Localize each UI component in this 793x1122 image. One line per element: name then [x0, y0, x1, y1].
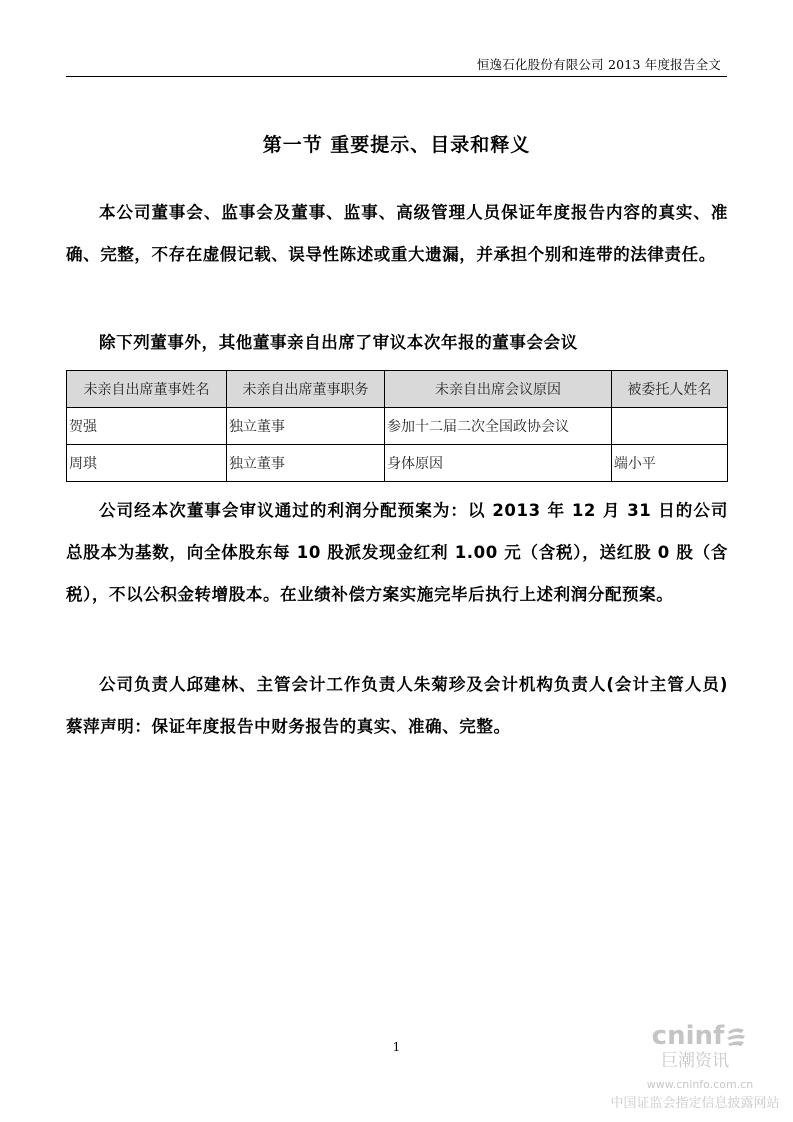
cell-proxy-name	[611, 408, 727, 445]
page-number: 1	[392, 1040, 401, 1054]
column-header-position: 未亲自出席董事职务	[226, 371, 384, 408]
cninfo-logo	[610, 1022, 790, 1050]
attendance-paragraph: 除下列董事外，其他董事亲自出席了审议本次年报的董事会会议	[99, 333, 578, 352]
table-row	[67, 408, 728, 445]
cell-director-name: 贺强	[67, 408, 227, 445]
cell-director-position: 独立董事	[226, 408, 384, 445]
watermark-tagline: 中国证监会指定信息披露网站	[610, 1096, 780, 1111]
table-row	[67, 445, 728, 482]
board-guarantee-paragraph: 本公司董事会、监事会及董事、监事、高级管理人员保证年度报告内容的真实、准确、完整，不存在虚假记载、误导性陈述或重大遗漏，并承担个别和连带的法律责任。	[66, 203, 728, 264]
section-title: 第一节 重要提示、目录和释义	[262, 134, 531, 156]
column-header-proxy: 被委托人姓名	[611, 371, 727, 408]
header-divider	[66, 76, 727, 77]
table-header-row	[67, 371, 728, 408]
column-header-name: 未亲自出席董事姓名	[67, 371, 227, 408]
cell-director-name: 周琪	[67, 445, 227, 482]
cell-proxy-name: 端小平	[611, 445, 727, 482]
profit-distribution-paragraph: 公司经本次董事会审议通过的利润分配预案为：以 2013 年 12 月 31 日的公司总股本为基数，向全体股东每 10 股派发现金红利 1.00 元（含税），送红股 0 股（含税），不以公积金转增股本。在业绩补偿方案实施完毕后执行上述利润分配预案。	[66, 501, 728, 604]
cell-absence-reason: 身体原因	[385, 445, 612, 482]
financial-statement-declaration-paragraph: 公司负责人邱建林、主管会计工作负责人朱菊珍及会计机构负责人(会计主管人员)蔡萍声明：保证年度报告中财务报告的真实、准确、完整。	[66, 675, 728, 736]
cninfo-watermark	[610, 1022, 790, 1114]
absent-directors-table	[66, 370, 728, 482]
watermark-url: www.cninfo.com.cn	[646, 1078, 754, 1091]
column-header-reason: 未亲自出席会议原因	[385, 371, 612, 408]
cell-director-position: 独立董事	[226, 445, 384, 482]
running-header: 恒逸石化股份有限公司 2013 年度报告全文	[476, 57, 721, 72]
logo-text: cninf	[651, 1021, 725, 1051]
cninfo-swirl-icon	[724, 1026, 748, 1048]
cell-absence-reason: 参加十二届二次全国政协会议	[385, 408, 612, 445]
watermark-chinese-name: 巨潮资讯	[661, 1051, 729, 1071]
